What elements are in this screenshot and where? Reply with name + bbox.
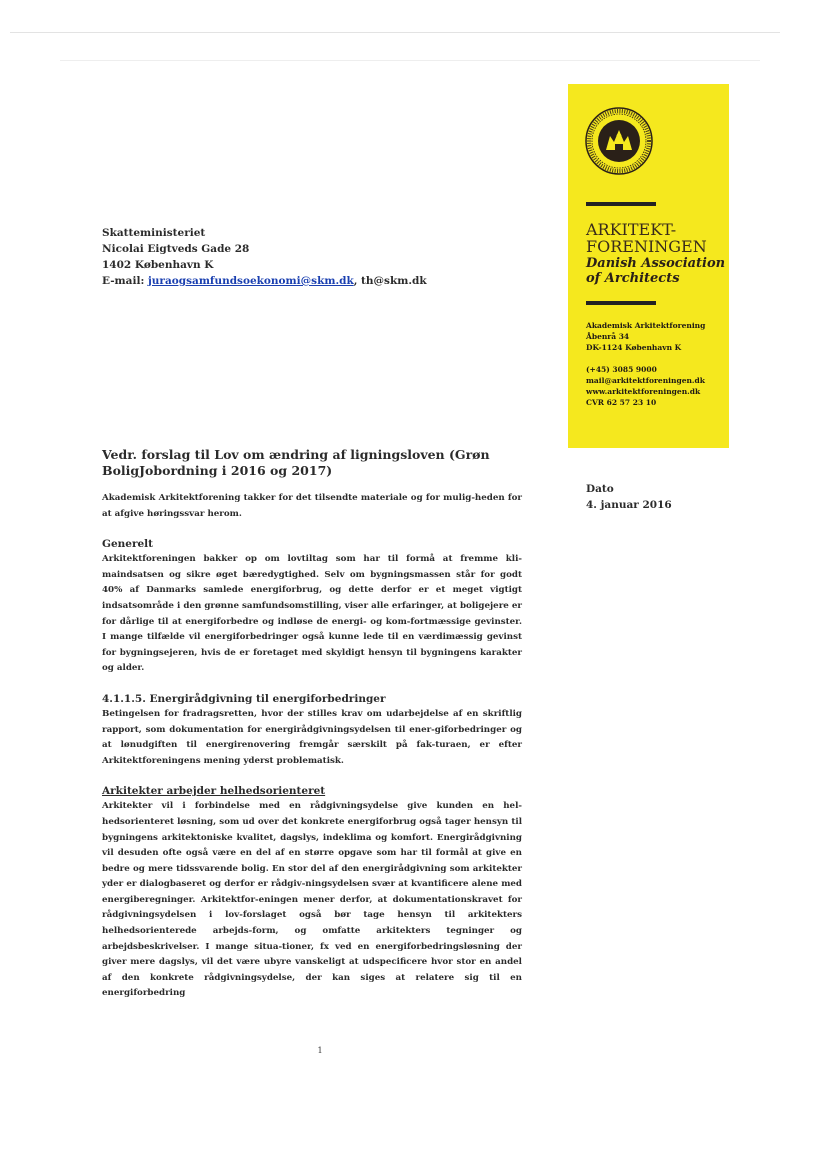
logo-rule-top <box>586 202 656 206</box>
recipient-name: Skatteministeriet <box>102 227 206 239</box>
logo-sub-line2: of Architects <box>586 271 680 286</box>
letter-body <box>102 447 522 1002</box>
recipient-email <box>102 273 502 289</box>
logo-sub-line1: Danish Association <box>586 256 726 271</box>
section-heading-energiraadgivning: 4.1.1.5. Energirådgivning til energiforbedringer <box>102 692 386 705</box>
scan-line-second <box>60 60 760 61</box>
date-value: 4. januar 2016 <box>586 499 672 511</box>
section-text-helhedsorienteret: Arkitekter vil i forbindelse med en rådgivningsydelse give kunden en hel-hedsorienteret løsning, som ud over det konkrete energiforbrug også tager hensyn til bygningens arkitektoniske kvalitet, dagslys, indeklima og komfort. Energirådgivning vil desuden ofte også være en del af en større opgave som har til formål at give en bedre og mere tidssvarende bolig. En stor del af den energirådgivning som arkitekter yder er dialogbaseret og derfor er rådgiv-ningsydelsen svær at kvantificere alene med energiberegninger. Arkitektfor-eningen mener derfor, at dokumentationskravet for rådgivningsydelsen i lov-forslaget også bør tage hensyn til arkitekters helhedsorienterede arbejds-form, og omfatte arkitekters tegninger og arbejdsbeskrivelser. I mange situa-tioner, fx ved en energiforbedringsløsning der giver mere dagslys, vil det være ubyre vanskeligt at udspecificere hvor stor en andel af den konkrete rådgivningsydelse, der kan siges at relatere sig til en energiforbedring <box>102 801 522 999</box>
recipient-city: 1402 København K <box>102 259 214 271</box>
page-number: 1 <box>317 1046 323 1055</box>
recipient-street: Nicolai Eigtveds Gade 28 <box>102 243 250 255</box>
logo-contact-line: CVR 62 57 23 10 <box>586 398 657 407</box>
logo-address-block <box>586 320 726 408</box>
logo-address-line: Akademisk Arkitektforening <box>586 321 706 330</box>
intro-paragraph: Akademisk Arkitektforening takker for det tilsendte materiale og for mulig-heden for at afgive høringssvar herom. <box>102 493 522 519</box>
logo-name <box>586 221 731 255</box>
email-rest: , th@skm.dk <box>353 275 427 287</box>
logo-name-line2: FORENINGEN <box>586 237 707 256</box>
section-heading-helhedsorienteret: Arkitekter arbejder helhedsorienteret <box>102 785 326 798</box>
email-prefix: E-mail: <box>102 275 148 287</box>
scan-line-top <box>10 32 780 33</box>
email-link[interactable]: juraogsamfundsoekonomi@skm.dk <box>147 275 354 287</box>
logo-rule-bottom <box>586 301 656 305</box>
logo-subtitle <box>586 256 726 286</box>
section-text-generelt: Arkitektforeningen bakker op om lovtiltag som har til formå at fremme kli-maindsatsen og sikre øget bæredygtighed. Selv om bygningsmassen står for godt 40% af Danmarks samlede energiforbrug, og dette derfor er et meget vigtigt indsatsområde i den grønne samfundsomstilling, viser alle erfaringer, at boligejere er for dårlige til at energiforbedre og indløse de energi- og kom-fortmæssige gevinster. I mange tilfælde vil energiforbedringer også kunne lede til en værdimæssig gevinst for bygningsejeren, hvis de er foretaget med skyldigt hensyn til bygningens karakter og alder. <box>102 554 522 674</box>
section-heading-generelt: Generelt <box>102 538 154 551</box>
logo-address-line: DK-1124 København K <box>586 343 682 352</box>
document-title: Vedr. forslag til Lov om ændring af ligningsloven (Grøn BoligJobordning i 2016 og 2017) <box>102 447 490 478</box>
logo-contact-line: www.arkitektforeningen.dk <box>586 387 701 396</box>
logo-box <box>568 84 729 448</box>
seal-logo-icon <box>584 106 654 176</box>
section-text-energiraadgivning: Betingelsen for fradragsretten, hvor der stilles krav om udarbejdelse af en skriftlig rapport, som dokumentation for energirådgivningsydelsen til ener-giforbedringer og at lønudgiften til energirenovering fremgår særskilt på fak-turaen, er efter Arkitektforeningens mening yderst problematisk. <box>102 708 522 766</box>
logo-address-line: Åbenrå 34 <box>586 332 630 341</box>
logo-name-line1: ARKITEKT- <box>586 220 677 239</box>
logo-contact-line: mail@arkitektforeningen.dk <box>586 376 705 385</box>
logo-contact-line: (+45) 3085 9000 <box>586 365 657 374</box>
date-label: Dato <box>586 483 614 495</box>
date-block <box>586 481 726 513</box>
recipient-address <box>102 225 502 289</box>
